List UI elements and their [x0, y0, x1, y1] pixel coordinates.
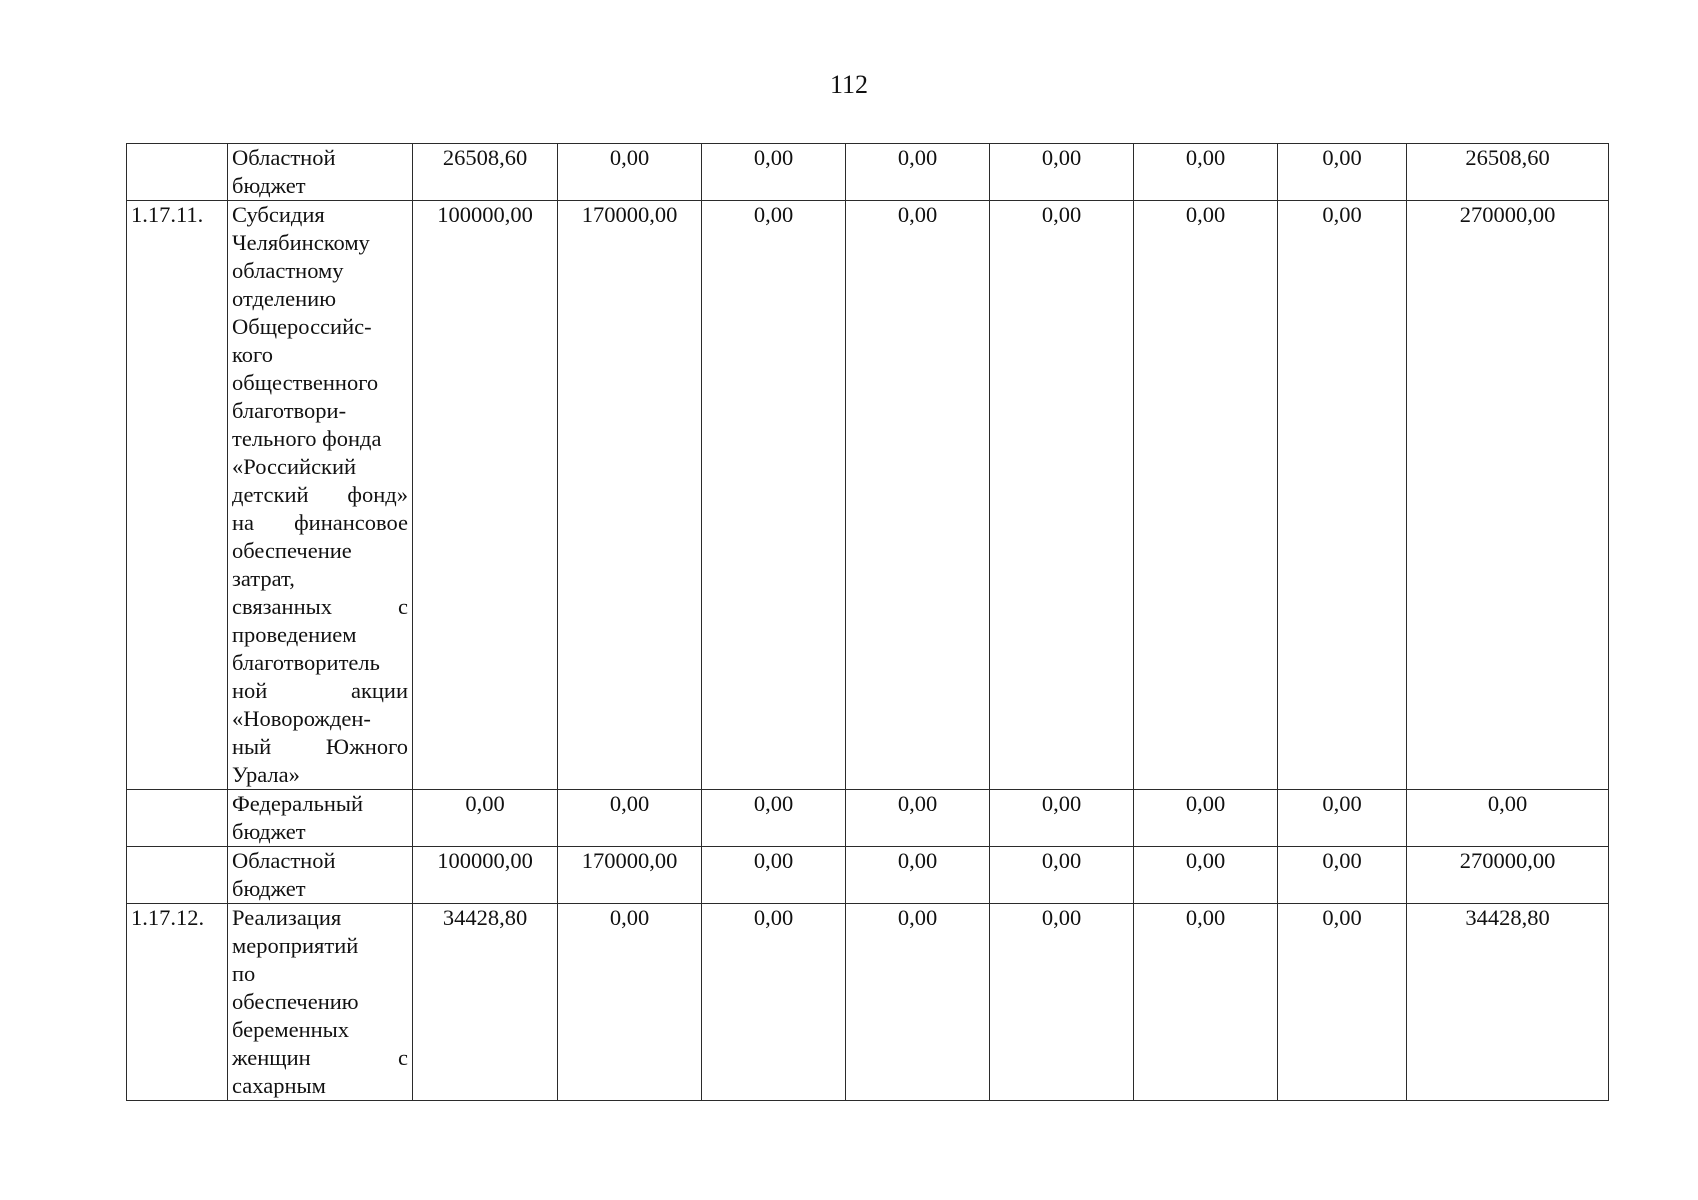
- value-cell: 170000,00: [558, 201, 702, 790]
- row-name-line: проведением: [232, 622, 357, 647]
- row-name-line: Областной: [232, 848, 336, 873]
- value-cell: 0,00: [846, 904, 990, 1101]
- value-cell: 26508,60: [413, 144, 558, 201]
- table-row: [127, 144, 1609, 201]
- row-name-line: кого: [232, 342, 273, 367]
- row-name-line: связанных с: [232, 594, 408, 619]
- row-name-line: тельного фонда: [232, 426, 382, 451]
- row-name: [228, 201, 413, 790]
- value-cell: 34428,80: [1407, 904, 1609, 1101]
- value-cell: 0,00: [846, 847, 990, 904]
- value-cell: 0,00: [990, 790, 1134, 847]
- row-name-line: благотворитель: [232, 650, 380, 675]
- row-name-line: Субсидия: [232, 202, 325, 227]
- row-name-line: Челябинскому: [232, 230, 370, 255]
- row-name: [228, 904, 413, 1101]
- row-name-line: затрат,: [232, 566, 295, 591]
- value-cell: 26508,60: [1407, 144, 1609, 201]
- value-cell: 0,00: [702, 790, 846, 847]
- value-cell: 0,00: [1134, 847, 1278, 904]
- row-name-line: Федеральный: [232, 791, 364, 816]
- value-cell: 0,00: [1278, 904, 1407, 1101]
- row-name-line: детский фонд»: [232, 482, 408, 507]
- table-row: [127, 904, 1609, 1101]
- row-name-line: ной акции: [232, 678, 408, 703]
- value-cell: 0,00: [1278, 790, 1407, 847]
- value-cell: 270000,00: [1407, 201, 1609, 790]
- value-cell: 0,00: [846, 201, 990, 790]
- value-cell: 0,00: [990, 144, 1134, 201]
- row-name: [228, 790, 413, 847]
- row-code: [127, 847, 228, 904]
- value-cell: 0,00: [1134, 790, 1278, 847]
- row-name-line: обеспечение: [232, 538, 352, 563]
- row-name-line: «Новорожден-: [232, 706, 371, 731]
- row-name-line: «Российский: [232, 454, 357, 479]
- value-cell: 0,00: [558, 144, 702, 201]
- value-cell: 0,00: [990, 201, 1134, 790]
- row-code: [127, 790, 228, 847]
- value-cell: 0,00: [1134, 904, 1278, 1101]
- table-row: [127, 201, 1609, 790]
- row-name-line: областному: [232, 258, 344, 283]
- row-code: 1.17.11.: [127, 201, 228, 790]
- row-name-line: бюджет: [232, 819, 306, 844]
- value-cell: 270000,00: [1407, 847, 1609, 904]
- row-code: 1.17.12.: [127, 904, 228, 1101]
- value-cell: 0,00: [1278, 201, 1407, 790]
- value-cell: 0,00: [846, 790, 990, 847]
- row-name-line: женщин с: [232, 1045, 408, 1070]
- table-row: [127, 790, 1609, 847]
- value-cell: 0,00: [413, 790, 558, 847]
- row-name-line: Общероссийс-: [232, 314, 372, 339]
- value-cell: 100000,00: [413, 847, 558, 904]
- row-name-line: обеспечению: [232, 989, 359, 1014]
- value-cell: 0,00: [558, 790, 702, 847]
- value-cell: 0,00: [702, 201, 846, 790]
- value-cell: 0,00: [1278, 847, 1407, 904]
- row-code: [127, 144, 228, 201]
- value-cell: 0,00: [990, 904, 1134, 1101]
- value-cell: 0,00: [702, 847, 846, 904]
- row-name-line: на финансовое: [232, 510, 408, 535]
- row-name-line: по: [232, 961, 256, 986]
- row-name-line: сахарным: [232, 1073, 326, 1098]
- row-name-line: благотвори-: [232, 398, 347, 423]
- value-cell: 0,00: [1134, 201, 1278, 790]
- value-cell: 0,00: [1278, 144, 1407, 201]
- table-row: [127, 847, 1609, 904]
- row-name-line: бюджет: [232, 173, 306, 198]
- row-name-line: Реализация: [232, 905, 342, 930]
- row-name: [228, 144, 413, 201]
- value-cell: 0,00: [990, 847, 1134, 904]
- page-number: 112: [829, 70, 869, 99]
- row-name-line: общественного: [232, 370, 379, 395]
- value-cell: 0,00: [846, 144, 990, 201]
- table-body: [127, 144, 1609, 1101]
- value-cell: 0,00: [1134, 144, 1278, 201]
- row-name-line: отделению: [232, 286, 337, 311]
- value-cell: 0,00: [702, 144, 846, 201]
- value-cell: 170000,00: [558, 847, 702, 904]
- value-cell: 0,00: [558, 904, 702, 1101]
- value-cell: 34428,80: [413, 904, 558, 1101]
- row-name-line: Областной: [232, 145, 336, 170]
- value-cell: 100000,00: [413, 201, 558, 790]
- row-name-line: бюджет: [232, 876, 306, 901]
- row-name-line: ный Южного: [232, 734, 408, 759]
- row-name: [228, 847, 413, 904]
- value-cell: 0,00: [1407, 790, 1609, 847]
- row-name-line: беременных: [232, 1017, 350, 1042]
- value-cell: 0,00: [702, 904, 846, 1101]
- row-name-line: Урала»: [232, 762, 300, 787]
- row-name-line: мероприятий: [232, 933, 359, 958]
- budget-table: [126, 143, 1609, 1101]
